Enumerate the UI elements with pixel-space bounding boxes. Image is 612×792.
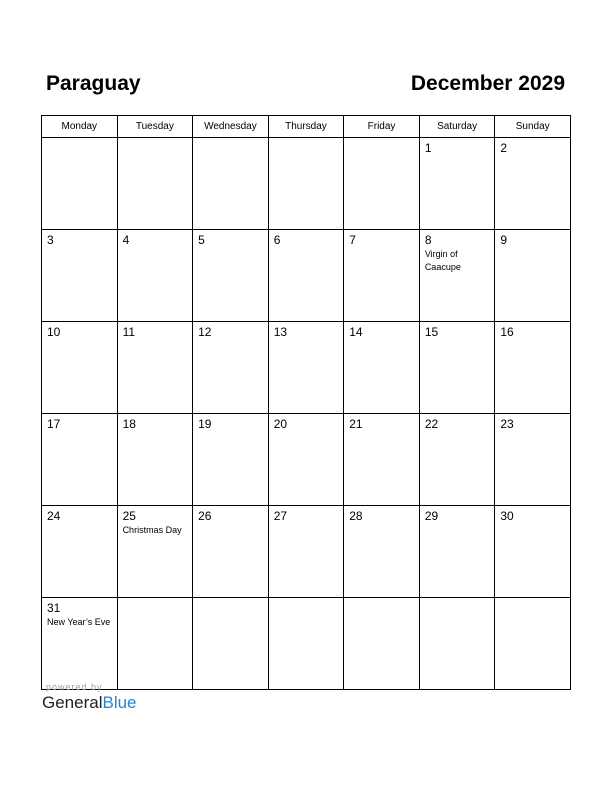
day-number: 3 bbox=[47, 233, 54, 247]
day-cell bbox=[117, 322, 193, 414]
day-number: 7 bbox=[349, 233, 356, 247]
day-cell bbox=[42, 322, 118, 414]
week-row bbox=[42, 598, 571, 690]
day-cell bbox=[268, 138, 344, 230]
day-cell bbox=[117, 414, 193, 506]
day-cell bbox=[344, 414, 420, 506]
day-number: 2 bbox=[500, 141, 508, 155]
week-row bbox=[42, 138, 571, 230]
day-number: 23 bbox=[500, 417, 514, 431]
day-cell bbox=[344, 230, 420, 322]
day-number: 28 bbox=[349, 509, 363, 523]
day-cell bbox=[193, 598, 269, 690]
day-cell bbox=[117, 506, 193, 598]
day-number: 16 bbox=[500, 325, 514, 339]
brand-general-text: General bbox=[42, 693, 103, 712]
weekday-header: Saturday bbox=[419, 116, 495, 138]
holiday-label: Virgin of Caacupe bbox=[424, 249, 461, 272]
powered-by-label: powered by bbox=[46, 682, 103, 692]
day-number: 31 bbox=[47, 601, 61, 615]
day-number: 11 bbox=[122, 325, 136, 339]
day-cell bbox=[42, 138, 118, 230]
day-cell bbox=[419, 414, 495, 506]
day-cell bbox=[268, 598, 344, 690]
day-cell bbox=[495, 506, 571, 598]
day-cell bbox=[344, 322, 420, 414]
day-number: 8 bbox=[424, 233, 432, 247]
day-cell bbox=[268, 506, 344, 598]
month-year-title: December 2029 bbox=[410, 72, 565, 95]
day-cell bbox=[419, 598, 495, 690]
day-cell bbox=[419, 506, 495, 598]
day-number: 14 bbox=[349, 325, 363, 339]
calendar-body bbox=[42, 138, 571, 690]
day-cell bbox=[419, 138, 495, 230]
day-number: 18 bbox=[122, 417, 136, 431]
day-number: 24 bbox=[47, 509, 61, 523]
day-cell bbox=[344, 598, 420, 690]
week-row bbox=[42, 230, 571, 322]
day-number: 29 bbox=[424, 509, 439, 523]
day-cell bbox=[495, 230, 571, 322]
day-cell bbox=[344, 506, 420, 598]
day-cell bbox=[495, 322, 571, 414]
day-number: 17 bbox=[47, 417, 61, 431]
week-row bbox=[42, 506, 571, 598]
day-number: 21 bbox=[349, 417, 363, 431]
day-cell bbox=[495, 414, 571, 506]
calendar-grid bbox=[41, 115, 571, 690]
day-cell bbox=[42, 598, 118, 690]
day-number: 25 bbox=[122, 509, 136, 523]
day-cell bbox=[42, 230, 118, 322]
day-cell bbox=[344, 138, 420, 230]
weekday-header: Friday bbox=[344, 116, 420, 138]
day-number: 5 bbox=[198, 233, 205, 247]
weekday-header-row bbox=[42, 116, 571, 138]
holiday-label: Christmas Day bbox=[122, 525, 182, 535]
day-number: 9 bbox=[500, 233, 508, 247]
day-cell bbox=[42, 414, 118, 506]
day-cell bbox=[193, 414, 269, 506]
day-cell bbox=[495, 598, 571, 690]
day-cell bbox=[193, 322, 269, 414]
day-cell bbox=[117, 230, 193, 322]
day-cell bbox=[193, 138, 269, 230]
day-number: 13 bbox=[273, 325, 288, 339]
day-cell bbox=[268, 414, 344, 506]
day-cell bbox=[419, 322, 495, 414]
day-cell bbox=[193, 230, 269, 322]
day-number: 26 bbox=[198, 509, 212, 523]
weekday-header: Sunday bbox=[495, 116, 571, 138]
day-number: 19 bbox=[198, 417, 212, 431]
day-cell bbox=[42, 506, 118, 598]
day-cell bbox=[117, 598, 193, 690]
day-number: 6 bbox=[273, 233, 281, 247]
day-cell bbox=[193, 506, 269, 598]
country-title: Paraguay bbox=[46, 72, 141, 95]
day-number: 22 bbox=[424, 417, 439, 431]
day-number: 4 bbox=[122, 233, 130, 247]
week-row bbox=[42, 414, 571, 506]
day-cell bbox=[495, 138, 571, 230]
generalblue-logo bbox=[42, 693, 137, 713]
day-number: 20 bbox=[273, 417, 288, 431]
holiday-label: New Year’s Eve bbox=[47, 617, 111, 627]
day-number: 30 bbox=[500, 509, 514, 523]
day-number: 10 bbox=[47, 325, 61, 339]
weekday-header: Wednesday bbox=[193, 116, 269, 138]
day-number: 15 bbox=[424, 325, 439, 339]
day-cell bbox=[268, 322, 344, 414]
weekday-header: Monday bbox=[42, 116, 118, 138]
weekday-header: Thursday bbox=[268, 116, 344, 138]
week-row bbox=[42, 322, 571, 414]
day-cell bbox=[117, 138, 193, 230]
day-number: 27 bbox=[273, 509, 288, 523]
day-cell bbox=[268, 230, 344, 322]
day-number: 1 bbox=[424, 141, 432, 155]
day-number: 12 bbox=[198, 325, 212, 339]
brand-blue-text: Blue bbox=[102, 693, 137, 712]
weekday-header: Tuesday bbox=[117, 116, 193, 138]
day-cell bbox=[419, 230, 495, 322]
